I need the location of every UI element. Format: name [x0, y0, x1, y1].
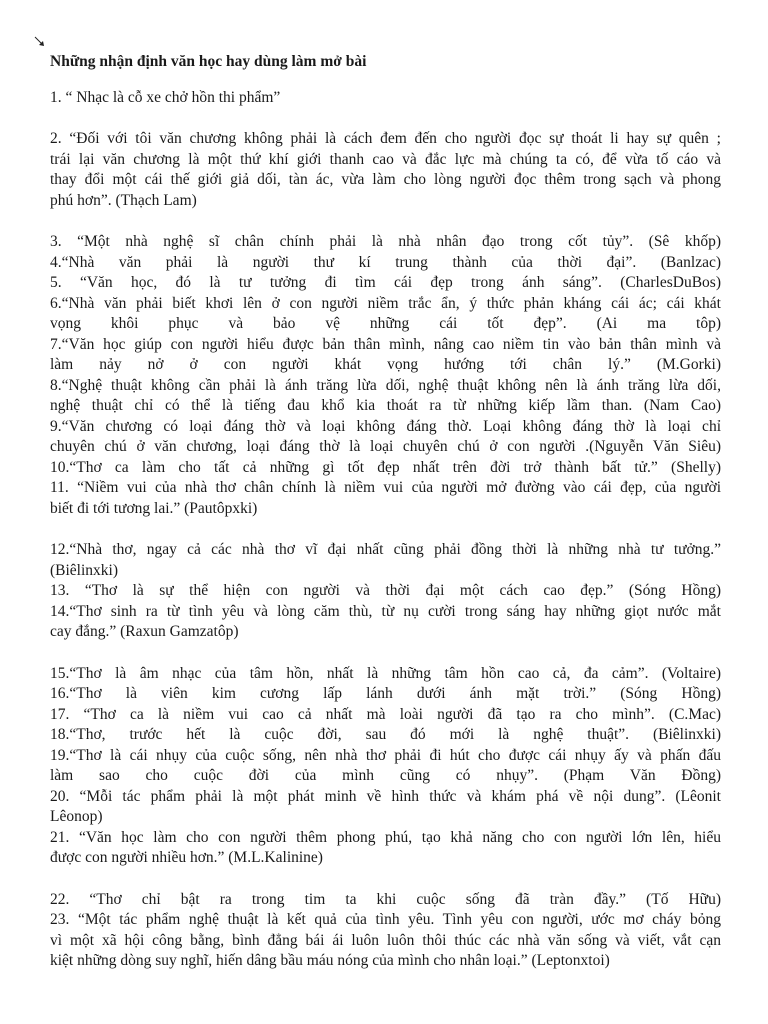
text-line: 3. “Một nhà nghệ sĩ chân chính phải là nhà nhân đạo trong cốt tủy”. (Sê khốp)	[50, 233, 721, 250]
paragraph-gap	[50, 211, 721, 232]
text-line: làm nảy nở ở con người khát vọng hướng tới chân lý.” (M.Gorki)	[50, 356, 721, 373]
paragraph-gap	[50, 643, 721, 664]
text-line: 1. “ Nhạc là cỗ xe chở hồn thi phẩm”	[50, 88, 281, 106]
text-line: 8.“Nghệ thuật không cần phải là ánh trăng lừa dối, nghệ thuật không nên là ánh trăng lừa dối,	[50, 376, 721, 394]
text-line: 9.“Văn chương có loại đáng thờ và loại không đáng thờ. Loại không đáng thờ là loại chỉ	[50, 417, 721, 435]
text-line: 13. “Thơ là sự thể hiện con người và thời đại một cách cao đẹp.” (Sóng Hồng)	[50, 582, 721, 599]
text-line: 11. “Niềm vui của nhà thơ chân chính là niềm vui của người mở đường vào cái đẹp, của người	[50, 479, 721, 496]
paragraph-gap	[50, 519, 721, 540]
text-line: 23. “Một tác phẩm nghệ thuật là kết quả của tình yêu. Tình yêu con người, ước mơ cháy bỏng	[50, 911, 721, 928]
text-line: trái lại văn chương là một thứ khí giới thanh cao và đắc lực mà chúng ta có, để vừa tố cáo và	[50, 150, 721, 168]
text-line: 2. “Đối với tôi văn chương không phải là cách đem đến cho người đọc sự thoát li hay sự quên ;	[50, 130, 721, 147]
text-line: 15.“Thơ là âm nhạc của tâm hồn, nhất là những tâm hồn cao cả, đa cảm”. (Voltaire)	[50, 664, 721, 682]
text-line: làm sao cho cuộc đời của mình cũng có nhụy”. (Phạm Văn Đồng)	[50, 767, 721, 784]
text-line: 21. “Văn học làm cho con người thêm phong phú, tạo khả năng cho con người lớn lên, hiểu	[50, 828, 721, 846]
text-line: được con người nhiều hơn.” (M.L.Kalinine)	[50, 849, 323, 866]
text-line: 6.“Nhà văn phải biết khơi lên ở con người niềm trắc ẩn, ý thức phản kháng cái ác; cái khát	[50, 294, 721, 312]
quote-block	[50, 232, 721, 519]
text-line: 17. “Thơ ca là niềm vui cao cả nhất mà loài người đã tạo ra cho mình”. (C.Mac)	[50, 705, 721, 723]
text-line: cay đắng.” (Raxun Gamzatôp)	[50, 623, 239, 640]
text-line: 4.“Nhà văn phải là người thư kí trung thành của thời đại”. (Banlzac)	[50, 253, 721, 271]
quote-block	[50, 890, 721, 972]
quote-block	[50, 540, 721, 643]
text-line: 20. “Mỗi tác phẩm phải là một phát minh về hình thức và khám phá về nội dung”. (Lêonit	[50, 787, 721, 805]
text-line: (Biêlinxki)	[50, 561, 119, 579]
document-page	[50, 52, 721, 972]
text-line: biết đi tới tương lai.” (Pautôpxki)	[50, 499, 258, 517]
document-title: Những nhận định văn học hay dùng làm mở bài	[50, 53, 367, 70]
text-line: 5. “Văn học, đó là tư tưởng đi tìm cái đẹp trong ánh sáng”. (CharlesDuBos)	[50, 274, 721, 291]
quote-block	[50, 664, 721, 869]
text-line: chuyên chú ở văn chương, loại đáng thờ là loại chuyên chú ở con người .(Nguyễn Văn Siêu)	[50, 438, 721, 455]
paragraph-gap	[50, 869, 721, 890]
text-line: vọng khôi phục và bảo vệ những cái tốt đẹp”. (Ai ma tôp)	[50, 315, 721, 332]
text-line: Lêonop)	[50, 808, 103, 825]
text-line: 19.“Thơ là cái nhụy của cuộc sống, nên nhà thơ phải đi hút cho được cái nhụy ấy và phấn đấu	[50, 746, 721, 764]
text-line: 7.“Văn học giúp con người hiểu được bản thân mình, nâng cao niềm tin vào bản thân mình và	[50, 335, 721, 353]
text-line: 12.“Nhà thơ, ngay cả các nhà thơ vĩ đại nhất cũng phải đồng thời là những nhà tư tưởng.”	[50, 541, 721, 558]
text-line: 18.“Thơ, trước hết là cuộc đời, sau đó mới là nghệ thuật”. (Biêlinxki)	[50, 726, 721, 743]
paragraph-gap	[50, 108, 721, 129]
quote-block	[50, 129, 721, 211]
text-line: kiệt những dòng suy nghĩ, hiến dâng bầu máu nóng của mình cho nhân loại.” (Leptonxtoi)	[50, 952, 610, 969]
quote-block	[50, 88, 721, 109]
text-line: 22. “Thơ chỉ bật ra trong tim ta khi cuộc sống đã tràn đầy.” (Tố Hữu)	[50, 890, 721, 908]
text-line: 16.“Thơ là viên kim cương lấp lánh dưới ánh mặt trời.” (Sóng Hồng)	[50, 685, 721, 702]
corner-arrow-icon	[34, 36, 46, 48]
document-body	[50, 88, 721, 972]
text-line: 14.“Thơ sinh ra từ tình yêu và lòng căm thù, từ nụ cười trong sáng hay những giọt nước mắt	[50, 602, 721, 620]
text-line: phú hơn”. (Thạch Lam)	[50, 191, 197, 209]
text-line: thay đổi một cái thế giới giả dối, tàn ác, vừa làm cho lòng người đọc thêm trong sạch và phong	[50, 171, 721, 188]
text-line: vì một xã hội công bằng, bình đẳng bái ái luôn luôn thôi thúc các nhà văn sống và viết, vắt cạn	[50, 931, 721, 949]
text-line: nghệ thuật chỉ có thể là tiếng đau khổ kia thoát ra từ những kiếp lầm than. (Nam Cao)	[50, 397, 721, 414]
text-line: 10.“Thơ ca làm cho tất cả những gì tốt đẹp nhất trên đời trở thành bất tử.” (Shelly)	[50, 458, 721, 476]
